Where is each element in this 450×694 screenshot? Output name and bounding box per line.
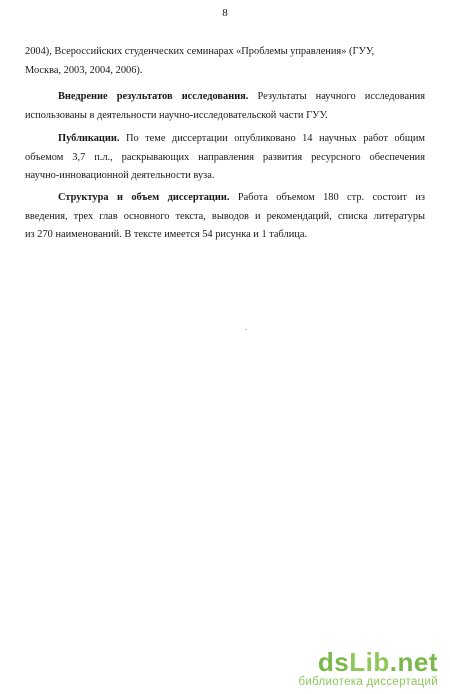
watermark-logo-lib: Lib — [349, 647, 390, 677]
paragraph-text: использованы в деятельности научно-исследовательской части ГУУ. — [25, 109, 328, 121]
paragraph-text: Москва, 2003, 2004, 2006). — [25, 64, 143, 76]
paragraph-heading: Внедрение результатов исследования. — [58, 91, 249, 102]
paragraph-publications — [25, 130, 425, 186]
paragraph-seminars — [25, 43, 425, 80]
watermark-logo-net: .net — [389, 647, 438, 677]
watermark — [298, 649, 438, 688]
paragraph-text: Результаты научного исследования — [248, 91, 425, 102]
watermark-subtitle: библиотека диссертаций — [298, 676, 438, 688]
paragraph-line — [25, 189, 425, 208]
paragraph-line — [25, 43, 425, 62]
paragraph-text: научно-инновационной деятельности вуза. — [25, 170, 215, 181]
watermark-logo-ds: ds — [317, 647, 350, 677]
paragraph-line — [25, 208, 425, 227]
page-number: 8 — [222, 7, 228, 19]
paragraph-line — [25, 130, 425, 149]
paragraph-heading: Структура и объем диссертации. — [58, 192, 230, 203]
paragraph-implementation — [25, 88, 425, 125]
paragraph-line — [25, 88, 425, 107]
paragraph-heading: Публикации. — [58, 133, 120, 144]
paragraph-line — [25, 62, 425, 81]
paragraph-text: из 270 наименований. В тексте имеется 54 рисунка и 1 таблица. — [25, 229, 308, 240]
paragraph-text: По теме диссертации опубликовано 14 научных работ общим — [119, 133, 425, 144]
paragraph-line — [25, 226, 425, 245]
paragraph-line — [25, 149, 425, 168]
paragraph-structure — [25, 189, 425, 245]
paragraph-line — [25, 107, 425, 126]
paragraph-text: 2004), Всероссийских студенческих семинарах «Проблемы управления» (ГУУ, — [25, 46, 375, 57]
paragraph-text: введения, трех глав основного текста, выводов и рекомендаций, списка литературы — [25, 210, 425, 222]
watermark-logo — [298, 649, 438, 675]
paragraph-text: Работа объемом 180 стр. состоит из — [229, 192, 425, 203]
paragraph-text: объемом 3,7 п.л., раскрывающих направления развития ресурсного обеспечения — [25, 151, 425, 163]
paragraph-line — [25, 167, 425, 186]
scan-speck — [245, 329, 247, 330]
